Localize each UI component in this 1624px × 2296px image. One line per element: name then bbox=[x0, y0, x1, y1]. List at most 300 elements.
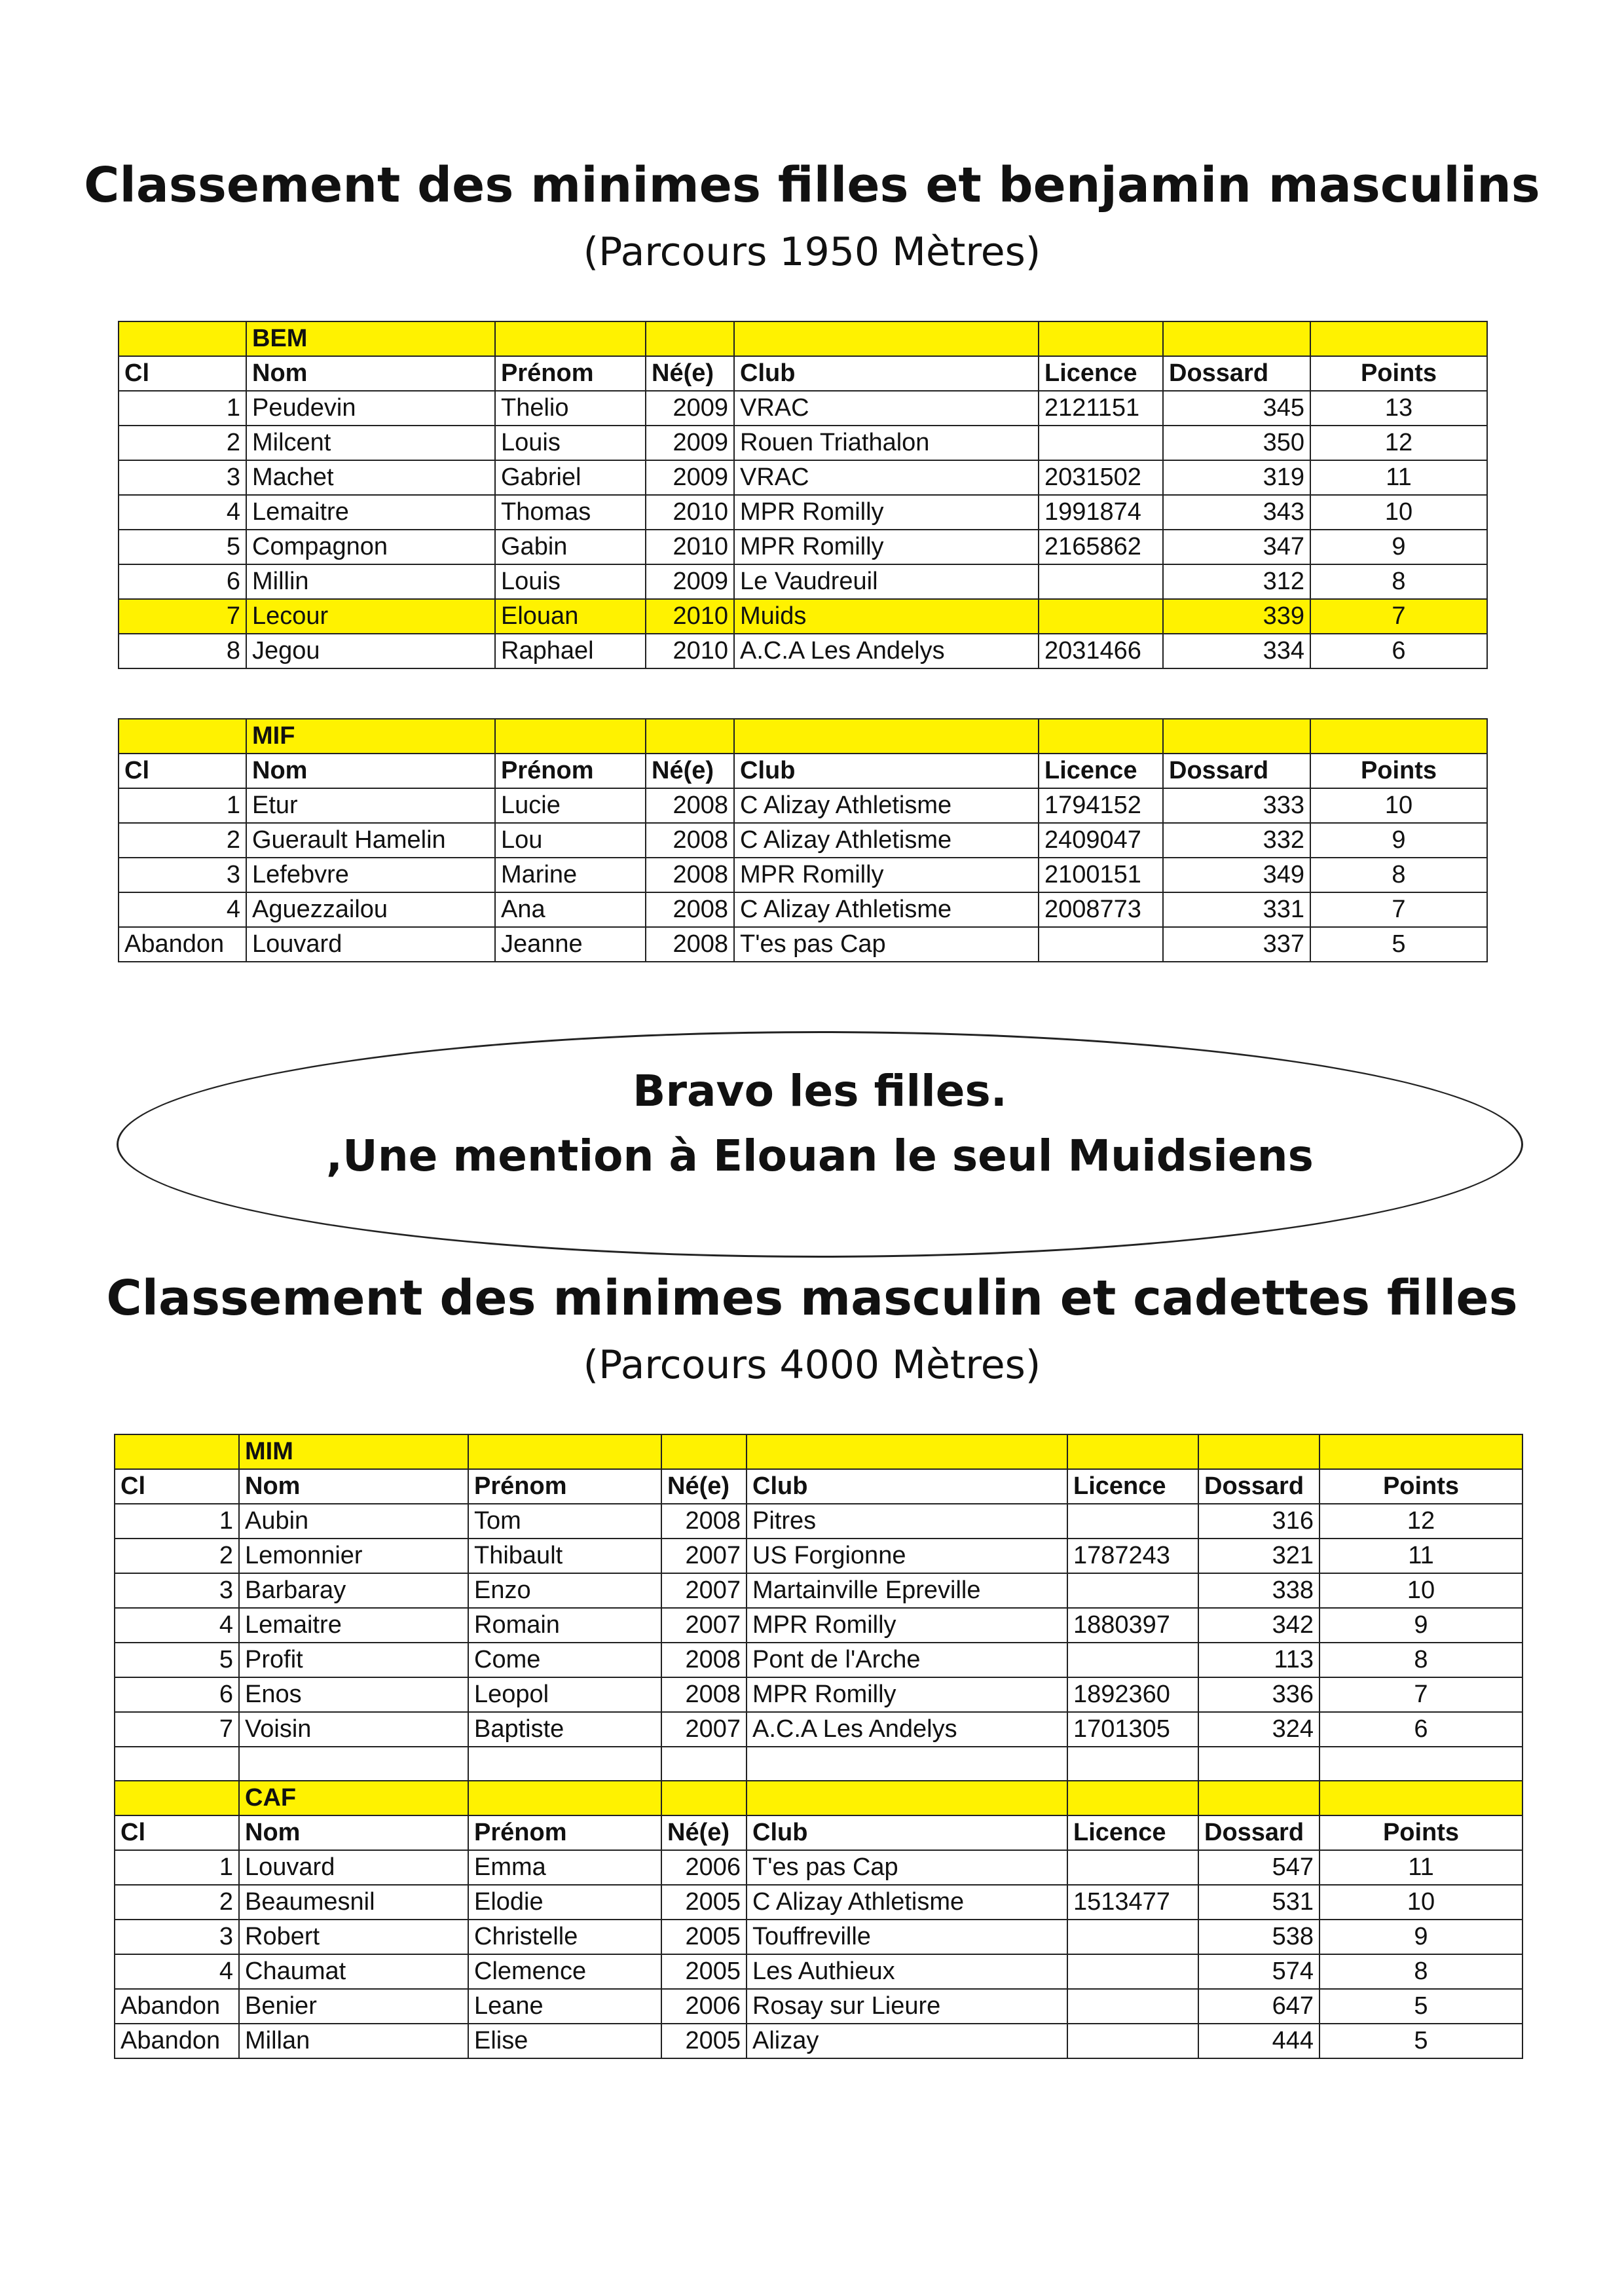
category-empty-cell bbox=[115, 1434, 239, 1469]
spacer-cell bbox=[239, 1747, 468, 1781]
cell-prenom: Gabriel bbox=[495, 460, 646, 495]
cell-points: 10 bbox=[1310, 495, 1487, 530]
spacer-cell bbox=[1067, 1747, 1198, 1781]
spacer-cell bbox=[1320, 1747, 1522, 1781]
category-empty-cell bbox=[1067, 1434, 1198, 1469]
cell-cl: 7 bbox=[119, 599, 246, 634]
cell-cl: 3 bbox=[115, 1920, 239, 1954]
cell-ne: 2006 bbox=[661, 1989, 747, 2024]
header-prenom: Prénom bbox=[468, 1469, 661, 1504]
table-row bbox=[115, 1504, 1522, 1539]
cell-points: 9 bbox=[1310, 530, 1487, 564]
header-dossard: Dossard bbox=[1198, 1469, 1320, 1504]
table-row bbox=[119, 495, 1487, 530]
category-empty-cell bbox=[1067, 1781, 1198, 1815]
header-club: Club bbox=[747, 1469, 1067, 1504]
cell-dossard: 319 bbox=[1163, 460, 1310, 495]
cell-club: MPR Romilly bbox=[747, 1608, 1067, 1643]
cell-club: Pitres bbox=[747, 1504, 1067, 1539]
cell-cl: 3 bbox=[119, 460, 246, 495]
cell-nom: Milcent bbox=[246, 426, 495, 460]
cell-nom: Chaumat bbox=[239, 1954, 468, 1989]
cell-licence: 1787243 bbox=[1067, 1539, 1198, 1573]
header-row bbox=[115, 1815, 1522, 1850]
header-licence: Licence bbox=[1067, 1469, 1198, 1504]
category-label: MIF bbox=[246, 719, 495, 754]
cell-licence bbox=[1067, 1504, 1198, 1539]
cell-cl: 3 bbox=[119, 858, 246, 892]
cell-licence: 1513477 bbox=[1067, 1885, 1198, 1920]
cell-dossard: 547 bbox=[1198, 1850, 1320, 1885]
cell-nom: Etur bbox=[246, 788, 495, 823]
cell-club: MPR Romilly bbox=[734, 530, 1039, 564]
header-points: Points bbox=[1320, 1469, 1522, 1504]
header-row bbox=[115, 1469, 1522, 1504]
cell-prenom: Clemence bbox=[468, 1954, 661, 1989]
table-row bbox=[119, 823, 1487, 858]
cell-dossard: 444 bbox=[1198, 2024, 1320, 2058]
cell-ne: 2005 bbox=[661, 1885, 747, 1920]
cell-licence bbox=[1067, 1954, 1198, 1989]
cell-nom: Beaumesnil bbox=[239, 1885, 468, 1920]
table-row bbox=[115, 1954, 1522, 1989]
spacer-cell bbox=[468, 1747, 661, 1781]
category-empty-cell bbox=[661, 1781, 747, 1815]
header-dossard: Dossard bbox=[1163, 754, 1310, 788]
cell-ne: 2005 bbox=[661, 2024, 747, 2058]
results-table-mim-caf bbox=[114, 1434, 1523, 2059]
cell-dossard: 647 bbox=[1198, 1989, 1320, 2024]
cell-licence bbox=[1067, 1850, 1198, 1885]
cell-ne: 2010 bbox=[646, 599, 734, 634]
header-licence: Licence bbox=[1039, 356, 1163, 391]
cell-licence bbox=[1039, 426, 1163, 460]
header-ne: Né(e) bbox=[646, 356, 734, 391]
category-label: CAF bbox=[239, 1781, 468, 1815]
cell-points: 5 bbox=[1320, 2024, 1522, 2058]
header-prenom: Prénom bbox=[495, 754, 646, 788]
cell-dossard: 312 bbox=[1163, 564, 1310, 599]
cell-prenom: Thelio bbox=[495, 391, 646, 426]
cell-club: Le Vaudreuil bbox=[734, 564, 1039, 599]
cell-dossard: 347 bbox=[1163, 530, 1310, 564]
cell-club: Rosay sur Lieure bbox=[747, 1989, 1067, 2024]
table-row bbox=[115, 1608, 1522, 1643]
cell-nom: Peudevin bbox=[246, 391, 495, 426]
page-title-2: Classement des minimes masculin et cadettes filles bbox=[106, 1270, 1518, 1326]
cell-licence: 1701305 bbox=[1067, 1712, 1198, 1747]
cell-points: 7 bbox=[1310, 599, 1487, 634]
table-row bbox=[115, 1850, 1522, 1885]
cell-dossard: 321 bbox=[1198, 1539, 1320, 1573]
cell-points: 6 bbox=[1310, 634, 1487, 668]
cell-points: 8 bbox=[1320, 1643, 1522, 1677]
cell-licence: 1991874 bbox=[1039, 495, 1163, 530]
cell-dossard: 538 bbox=[1198, 1920, 1320, 1954]
cell-nom: Lemaitre bbox=[239, 1608, 468, 1643]
cell-points: 9 bbox=[1310, 823, 1487, 858]
cell-nom: Compagnon bbox=[246, 530, 495, 564]
spacer-row bbox=[115, 1747, 1522, 1781]
cell-cl: 6 bbox=[115, 1677, 239, 1712]
cell-club: C Alizay Athletisme bbox=[734, 788, 1039, 823]
header-licence: Licence bbox=[1039, 754, 1163, 788]
table-row bbox=[115, 1539, 1522, 1573]
cell-ne: 2009 bbox=[646, 426, 734, 460]
cell-ne: 2008 bbox=[646, 927, 734, 962]
category-label: MIM bbox=[239, 1434, 468, 1469]
cell-prenom: Elouan bbox=[495, 599, 646, 634]
header-nom: Nom bbox=[239, 1469, 468, 1504]
cell-nom: Louvard bbox=[246, 927, 495, 962]
table-row bbox=[119, 892, 1487, 927]
cell-cl: 4 bbox=[115, 1954, 239, 1989]
cell-points: 9 bbox=[1320, 1608, 1522, 1643]
table-row bbox=[119, 530, 1487, 564]
cell-nom: Robert bbox=[239, 1920, 468, 1954]
cell-points: 10 bbox=[1320, 1885, 1522, 1920]
cell-licence: 2008773 bbox=[1039, 892, 1163, 927]
cell-cl: 8 bbox=[119, 634, 246, 668]
cell-cl: 1 bbox=[115, 1850, 239, 1885]
header-ne: Né(e) bbox=[646, 754, 734, 788]
header-prenom: Prénom bbox=[495, 356, 646, 391]
category-empty-cell bbox=[1320, 1434, 1522, 1469]
cell-licence bbox=[1067, 1643, 1198, 1677]
header-ne: Né(e) bbox=[661, 1469, 747, 1504]
category-empty-cell bbox=[747, 1434, 1067, 1469]
cell-points: 12 bbox=[1310, 426, 1487, 460]
cell-prenom: Come bbox=[468, 1643, 661, 1677]
cell-ne: 2008 bbox=[661, 1643, 747, 1677]
cell-licence: 1892360 bbox=[1067, 1677, 1198, 1712]
cell-points: 8 bbox=[1310, 858, 1487, 892]
cell-prenom: Raphael bbox=[495, 634, 646, 668]
cell-cl: 6 bbox=[119, 564, 246, 599]
table-row bbox=[119, 858, 1487, 892]
cell-cl: 4 bbox=[119, 495, 246, 530]
table-row bbox=[115, 1885, 1522, 1920]
cell-dossard: 339 bbox=[1163, 599, 1310, 634]
results-table-bem bbox=[118, 321, 1488, 669]
table-row bbox=[115, 1712, 1522, 1747]
cell-club: Alizay bbox=[747, 2024, 1067, 2058]
category-row bbox=[119, 321, 1487, 356]
category-empty-cell bbox=[1310, 321, 1487, 356]
category-empty-cell bbox=[661, 1434, 747, 1469]
cell-club: MPR Romilly bbox=[734, 495, 1039, 530]
table-row bbox=[115, 1989, 1522, 2024]
header-ne: Né(e) bbox=[661, 1815, 747, 1850]
category-empty-cell bbox=[734, 321, 1039, 356]
cell-dossard: 531 bbox=[1198, 1885, 1320, 1920]
spacer-cell bbox=[115, 1747, 239, 1781]
category-empty-cell bbox=[1039, 321, 1163, 356]
cell-ne: 2008 bbox=[646, 892, 734, 927]
bravo-line-1: Bravo les filles. bbox=[633, 1066, 1007, 1116]
category-empty-cell bbox=[1163, 719, 1310, 754]
header-nom: Nom bbox=[246, 754, 495, 788]
table-row bbox=[119, 599, 1487, 634]
cell-cl: 2 bbox=[115, 1539, 239, 1573]
cell-prenom: Marine bbox=[495, 858, 646, 892]
cell-cl: 2 bbox=[119, 426, 246, 460]
cell-club: VRAC bbox=[734, 460, 1039, 495]
cell-licence bbox=[1039, 564, 1163, 599]
cell-ne: 2009 bbox=[646, 564, 734, 599]
cell-club: C Alizay Athletisme bbox=[734, 823, 1039, 858]
table-row bbox=[115, 1573, 1522, 1608]
cell-nom: Enos bbox=[239, 1677, 468, 1712]
header-nom: Nom bbox=[246, 356, 495, 391]
cell-ne: 2009 bbox=[646, 391, 734, 426]
cell-points: 8 bbox=[1310, 564, 1487, 599]
cell-nom: Guerault Hamelin bbox=[246, 823, 495, 858]
cell-nom: Millan bbox=[239, 2024, 468, 2058]
cell-ne: 2006 bbox=[661, 1850, 747, 1885]
category-empty-cell bbox=[115, 1781, 239, 1815]
cell-prenom: Lucie bbox=[495, 788, 646, 823]
header-club: Club bbox=[734, 356, 1039, 391]
cell-cl: 1 bbox=[119, 391, 246, 426]
cell-dossard: 350 bbox=[1163, 426, 1310, 460]
cell-points: 7 bbox=[1310, 892, 1487, 927]
cell-nom: Lefebvre bbox=[246, 858, 495, 892]
category-empty-cell bbox=[495, 719, 646, 754]
category-empty-cell bbox=[1320, 1781, 1522, 1815]
cell-dossard: 336 bbox=[1198, 1677, 1320, 1712]
table-row bbox=[119, 391, 1487, 426]
table-row bbox=[119, 634, 1487, 668]
cell-cl: 2 bbox=[119, 823, 246, 858]
cell-nom: Aguezzailou bbox=[246, 892, 495, 927]
cell-prenom: Louis bbox=[495, 426, 646, 460]
cell-dossard: 324 bbox=[1198, 1712, 1320, 1747]
category-empty-cell bbox=[747, 1781, 1067, 1815]
header-cl: Cl bbox=[119, 356, 246, 391]
page-subtitle-1: (Parcours 1950 Mètres) bbox=[583, 229, 1041, 275]
cell-ne: 2008 bbox=[646, 858, 734, 892]
category-empty-cell bbox=[119, 719, 246, 754]
category-empty-cell bbox=[468, 1781, 661, 1815]
cell-nom: Lemonnier bbox=[239, 1539, 468, 1573]
cell-club: Muids bbox=[734, 599, 1039, 634]
cell-dossard: 331 bbox=[1163, 892, 1310, 927]
header-nom: Nom bbox=[239, 1815, 468, 1850]
cell-dossard: 332 bbox=[1163, 823, 1310, 858]
cell-points: 11 bbox=[1320, 1850, 1522, 1885]
cell-licence bbox=[1067, 1573, 1198, 1608]
cell-prenom: Emma bbox=[468, 1850, 661, 1885]
cell-points: 11 bbox=[1320, 1539, 1522, 1573]
cell-dossard: 334 bbox=[1163, 634, 1310, 668]
category-empty-cell bbox=[1198, 1781, 1320, 1815]
cell-club: MPR Romilly bbox=[734, 858, 1039, 892]
cell-ne: 2008 bbox=[646, 823, 734, 858]
cell-nom: Voisin bbox=[239, 1712, 468, 1747]
header-row bbox=[119, 356, 1487, 391]
cell-dossard: 345 bbox=[1163, 391, 1310, 426]
cell-prenom: Jeanne bbox=[495, 927, 646, 962]
header-dossard: Dossard bbox=[1198, 1815, 1320, 1850]
cell-club: Rouen Triathalon bbox=[734, 426, 1039, 460]
header-cl: Cl bbox=[115, 1469, 239, 1504]
cell-prenom: Elise bbox=[468, 2024, 661, 2058]
table-row bbox=[115, 1920, 1522, 1954]
header-points: Points bbox=[1310, 754, 1487, 788]
cell-dossard: 337 bbox=[1163, 927, 1310, 962]
cell-cl: 1 bbox=[115, 1504, 239, 1539]
cell-club: US Forgionne bbox=[747, 1539, 1067, 1573]
cell-dossard: 333 bbox=[1163, 788, 1310, 823]
table-row bbox=[115, 2024, 1522, 2058]
cell-prenom: Romain bbox=[468, 1608, 661, 1643]
page-title-1: Classement des minimes filles et benjamin masculins bbox=[84, 157, 1540, 213]
header-cl: Cl bbox=[115, 1815, 239, 1850]
category-empty-cell bbox=[119, 321, 246, 356]
cell-nom: Profit bbox=[239, 1643, 468, 1677]
cell-points: 8 bbox=[1320, 1954, 1522, 1989]
cell-points: 10 bbox=[1310, 788, 1487, 823]
cell-nom: Aubin bbox=[239, 1504, 468, 1539]
cell-club: T'es pas Cap bbox=[747, 1850, 1067, 1885]
cell-points: 9 bbox=[1320, 1920, 1522, 1954]
cell-cl: 4 bbox=[115, 1608, 239, 1643]
table-row bbox=[119, 564, 1487, 599]
category-empty-cell bbox=[1198, 1434, 1320, 1469]
spacer-cell bbox=[661, 1747, 747, 1781]
cell-nom: Lecour bbox=[246, 599, 495, 634]
category-empty-cell bbox=[1039, 719, 1163, 754]
table-row bbox=[119, 927, 1487, 962]
cell-licence: 2031466 bbox=[1039, 634, 1163, 668]
spacer-cell bbox=[1198, 1747, 1320, 1781]
cell-cl: Abandon bbox=[119, 927, 246, 962]
cell-licence: 2031502 bbox=[1039, 460, 1163, 495]
header-dossard: Dossard bbox=[1163, 356, 1310, 391]
category-empty-cell bbox=[646, 321, 734, 356]
cell-points: 12 bbox=[1320, 1504, 1522, 1539]
category-empty-cell bbox=[495, 321, 646, 356]
category-row bbox=[115, 1781, 1522, 1815]
cell-points: 5 bbox=[1310, 927, 1487, 962]
header-cl: Cl bbox=[119, 754, 246, 788]
cell-club: MPR Romilly bbox=[747, 1677, 1067, 1712]
cell-licence: 2409047 bbox=[1039, 823, 1163, 858]
header-points: Points bbox=[1310, 356, 1487, 391]
cell-points: 7 bbox=[1320, 1677, 1522, 1712]
cell-prenom: Elodie bbox=[468, 1885, 661, 1920]
cell-licence bbox=[1067, 2024, 1198, 2058]
category-empty-cell bbox=[468, 1434, 661, 1469]
cell-dossard: 349 bbox=[1163, 858, 1310, 892]
cell-prenom: Ana bbox=[495, 892, 646, 927]
cell-nom: Lemaitre bbox=[246, 495, 495, 530]
cell-ne: 2007 bbox=[661, 1539, 747, 1573]
cell-club: T'es pas Cap bbox=[734, 927, 1039, 962]
category-empty-cell bbox=[646, 719, 734, 754]
category-row bbox=[115, 1434, 1522, 1469]
table-row bbox=[115, 1643, 1522, 1677]
cell-licence bbox=[1039, 927, 1163, 962]
category-label: BEM bbox=[246, 321, 495, 356]
cell-prenom: Christelle bbox=[468, 1920, 661, 1954]
cell-club: Touffreville bbox=[747, 1920, 1067, 1954]
cell-ne: 2008 bbox=[661, 1677, 747, 1712]
cell-cl: 5 bbox=[115, 1643, 239, 1677]
cell-dossard: 316 bbox=[1198, 1504, 1320, 1539]
table-row bbox=[115, 1677, 1522, 1712]
cell-ne: 2005 bbox=[661, 1920, 747, 1954]
cell-dossard: 113 bbox=[1198, 1643, 1320, 1677]
cell-licence: 2121151 bbox=[1039, 391, 1163, 426]
cell-ne: 2007 bbox=[661, 1573, 747, 1608]
page-subtitle-2: (Parcours 4000 Mètres) bbox=[583, 1342, 1041, 1388]
cell-club: A.C.A Les Andelys bbox=[747, 1712, 1067, 1747]
cell-licence: 1880397 bbox=[1067, 1608, 1198, 1643]
cell-prenom: Thibault bbox=[468, 1539, 661, 1573]
cell-ne: 2007 bbox=[661, 1608, 747, 1643]
cell-dossard: 574 bbox=[1198, 1954, 1320, 1989]
cell-club: A.C.A Les Andelys bbox=[734, 634, 1039, 668]
cell-licence: 1794152 bbox=[1039, 788, 1163, 823]
table-row bbox=[119, 788, 1487, 823]
cell-cl: 2 bbox=[115, 1885, 239, 1920]
cell-licence bbox=[1039, 599, 1163, 634]
cell-club: Pont de l'Arche bbox=[747, 1643, 1067, 1677]
spacer-cell bbox=[747, 1747, 1067, 1781]
cell-club: C Alizay Athletisme bbox=[747, 1885, 1067, 1920]
cell-prenom: Leopol bbox=[468, 1677, 661, 1712]
cell-cl: 5 bbox=[119, 530, 246, 564]
cell-prenom: Tom bbox=[468, 1504, 661, 1539]
cell-ne: 2010 bbox=[646, 634, 734, 668]
cell-cl: 3 bbox=[115, 1573, 239, 1608]
category-empty-cell bbox=[734, 719, 1039, 754]
bravo-line-2: ,Une mention à Elouan le seul Muidsiens bbox=[326, 1131, 1314, 1181]
cell-club: VRAC bbox=[734, 391, 1039, 426]
cell-club: Martainville Epreville bbox=[747, 1573, 1067, 1608]
header-row bbox=[119, 754, 1487, 788]
cell-prenom: Baptiste bbox=[468, 1712, 661, 1747]
cell-nom: Louvard bbox=[239, 1850, 468, 1885]
cell-prenom: Thomas bbox=[495, 495, 646, 530]
cell-ne: 2007 bbox=[661, 1712, 747, 1747]
category-row bbox=[119, 719, 1487, 754]
cell-nom: Barbaray bbox=[239, 1573, 468, 1608]
cell-cl: 4 bbox=[119, 892, 246, 927]
header-prenom: Prénom bbox=[468, 1815, 661, 1850]
cell-cl: Abandon bbox=[115, 2024, 239, 2058]
cell-club: C Alizay Athletisme bbox=[734, 892, 1039, 927]
cell-dossard: 338 bbox=[1198, 1573, 1320, 1608]
cell-cl: Abandon bbox=[115, 1989, 239, 2024]
cell-licence bbox=[1067, 1920, 1198, 1954]
cell-points: 11 bbox=[1310, 460, 1487, 495]
header-points: Points bbox=[1320, 1815, 1522, 1850]
cell-prenom: Enzo bbox=[468, 1573, 661, 1608]
cell-cl: 7 bbox=[115, 1712, 239, 1747]
cell-prenom: Leane bbox=[468, 1989, 661, 2024]
cell-prenom: Louis bbox=[495, 564, 646, 599]
cell-licence: 2100151 bbox=[1039, 858, 1163, 892]
cell-points: 10 bbox=[1320, 1573, 1522, 1608]
cell-nom: Millin bbox=[246, 564, 495, 599]
cell-cl: 1 bbox=[119, 788, 246, 823]
cell-prenom: Gabin bbox=[495, 530, 646, 564]
cell-nom: Benier bbox=[239, 1989, 468, 2024]
cell-licence bbox=[1067, 1989, 1198, 2024]
